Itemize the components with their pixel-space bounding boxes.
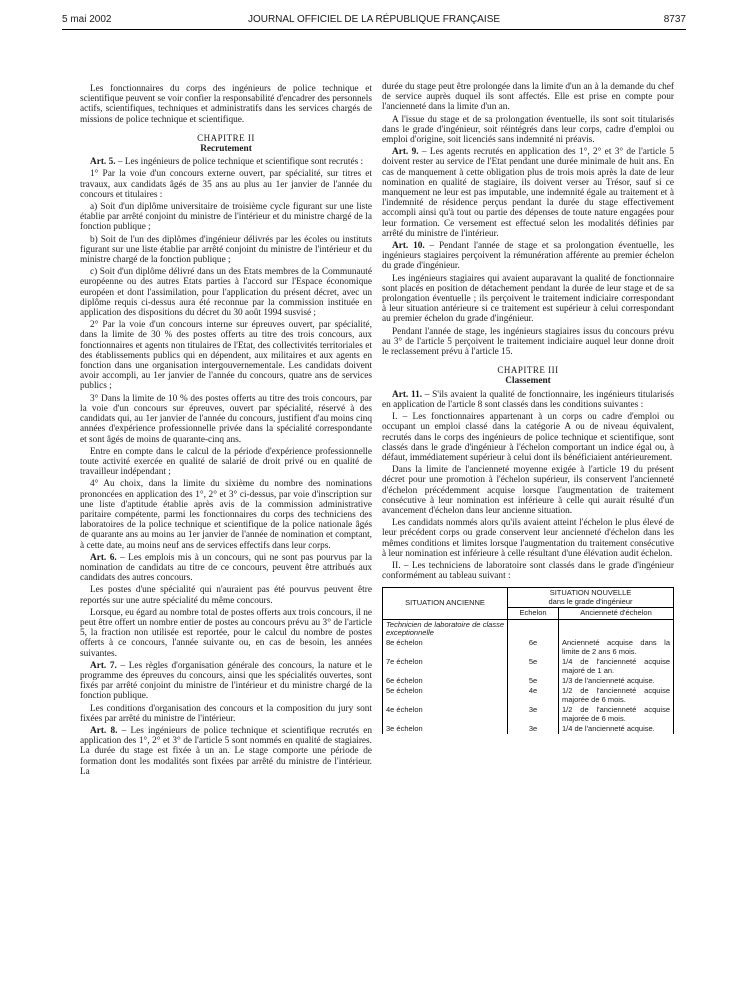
table-row [383,724,674,734]
left-column [80,84,372,779]
article-label: Art. 7. [90,660,117,671]
old-echelon-cell: 5e échelon [383,686,508,705]
new-echelon-cell: 5e [508,676,559,686]
article-label: Art. 6. [90,552,117,563]
paragraph: Les conditions d'organisation des concours et la composition du jury sont fixées par arrêté du ministre de l'intérieur. [80,703,372,724]
paragraph: 2° Par la voie d'un concours interne sur épreuves ouvert, par spécialité, dans la limite de 30 % des postes offerts au titre des trois concours, aux fonctionnaires et agents non titulaires de l'Etat, des collectivités territoriales et des établissements publics qui en dépendent, aux militaires et aux agents en fonction dans une organisation intergouvernementale. Les candidats doivent avoir accompli, au 1er janvier de l'année du concours, quatre ans de services publics ; [80,320,372,392]
section-heading: Classement [505,376,551,387]
paragraph: Lorsque, eu égard au nombre total de postes offerts aux trois concours, il ne peut être offert un nombre entier de postes au concours prévu au 3° de l'article 5, la fraction non utilisée est reportée, pour le calcul du nombre de postes offerts à ce concours, l'année suivante ou, en cas de besoin, les années suivantes. [80,607,373,659]
anciennete-cell: Ancienneté acquise dans la limite de 2 ans 6 mois. [559,638,674,657]
chapter-heading: CHAPITRE II [197,132,255,143]
paragraph: Dans la limite de l'ancienneté moyenne exigée à l'article 19 du présent décret pour une promotion à l'échelon supérieur, ils conservent l'ancienneté d'échelon précédemment acquise lorsque l'augmentation de traitement consécutive à leur nomination est inférieure à celle qui aurait résulté d'un avancement d'échelon dans leur ancienne situation. [382,465,674,516]
paragraph: A l'issue du stage et de sa prolongation éventuelle, ils sont soit titularisés dans le grade d'ingénieur, soit réintégrés dans leur corps, cadre d'emploi ou emploi d'origine, soit licenciés sans indemnité ni préavis. [382,114,674,146]
new-echelon-cell: 6e [508,638,559,657]
table-row [383,638,674,657]
header-rule [62,29,686,30]
old-echelon-cell: 7e échelon [383,657,508,676]
page-header [62,14,686,30]
old-echelon-cell: 8e échelon [383,638,508,657]
paragraph: Les postes d'une spécialité qui n'auraient pas été pourvus peuvent être reportés sur une autre spécialité du même concours. [80,585,372,606]
new-echelon-cell: 3e [508,724,559,734]
header-echelon: Echelon [508,608,559,619]
group-label: Technicien de laboratoire de classe exceptionnelle [383,619,508,638]
anciennete-cell: 1/4 de l'ancienneté acquise. [559,724,674,734]
section-heading: Recrutement [200,144,252,155]
chapter-heading: CHAPITRE III [497,365,559,376]
table-row [383,676,674,686]
paragraph: 3° Dans la limite de 10 % des postes offerts au titre des trois concours, par la voie d'un concours sur épreuves, ouvert par spécialité, réservé à des candidats qui, au 1er janvier de l'année du concours, justifient d'au moins cinq années d'expérience professionnelle privée dans la spécialité correspondante et sont âgés de moins de quarante-cinq ans. [80,393,372,445]
paragraph: Les ingénieurs stagiaires qui avaient auparavant la qualité de fonctionnaire sont placés en position de détachement pendant la durée de leur stage et de sa prolongation éventuelle ; ils perçoivent le traitement indiciaire correspondant à leur situation antérieure si ce traitement est supérieur à celui correspondant au premier échelon du grade d'ingénieur. [382,273,674,325]
article-6: Art. 6. – Les emplois mis à un concours, qui ne sont pas pourvus par la nomination de candidats au titre de ce concours, peuvent être attribués aux candidats des autres concours. [80,552,373,584]
article-label: Art. 8. [90,725,118,736]
paragraph: 1° Par la voie d'un concours externe ouvert, par spécialité, sur titres et travaux, aux candidats âgés de 35 ans au plus au 1er janvier de l'année du concours et titulaires : [80,169,372,200]
article-label: Art. 10. [392,241,425,252]
anciennete-cell: 1/4 de l'ancienneté acquise majoré de 1 an. [559,657,674,676]
article-5: Art. 5. – Les ingénieurs de police technique et scientifique sont recrutés : [90,157,364,168]
paragraph: Les candidats nommés alors qu'ils avaient atteint l'échelon le plus élevé de leur précédent corps ou grade conservent leur ancienneté d'échelon dans les mêmes conditions et limites lorsque l'augmentation du traitement consécutive à leur nomination est inférieure à celle résultant d'une élévation audit échelon. [382,518,674,559]
paragraph: I. – Les fonctionnaires appartenant à un corps ou cadre d'emploi ou occupant un emploi classé dans la catégorie A ou de niveau équivalent, recrutés dans le corps des ingénieurs de police technique et scientifique, sont classés dans le grade d'ingénieur à l'échelon comportant un indice égal ou, à défaut, immédiatement supérieur à celui dont ils bénéficiaient antérieurement. [382,412,674,463]
paragraph: a) Soit d'un diplôme universitaire de troisième cycle figurant sur une liste établie par arrêté conjoint du ministre de l'intérieur et du ministre chargé de la fonction publique ; [80,202,372,233]
anciennete-cell: 1/3 de l'ancienneté acquise. [559,676,674,686]
new-echelon-cell: 4e [508,686,559,705]
paragraph: Entre en compte dans le calcul de la période d'expérience professionnelle toute activité exercée en qualité de salarié de droit privé ou en qualité de travailleur indépendant ; [80,446,372,478]
paragraph: Pendant l'année de stage, les ingénieurs stagiaires issus du concours prévu au 3° de l'article 5 perçoivent le traitement indiciaire auquel leur donne droit le reclassement prévu à l'article 15. [382,326,674,358]
paragraph: II. – Les techniciens de laboratoire sont classés dans le grade d'ingénieur conformément au tableau suivant : [382,560,674,582]
paragraph: durée du stage peut être prolongée dans la limite d'un an à la demande du chef de service auprès duquel ils sont affectés. Elle est prise en compte pour l'ancienneté dans la limite d'un an. [382,82,674,113]
article-11: Art. 11. – S'ils avaient la qualité de fonctionnaire, les ingénieurs titularisés en application de l'article 8 sont classés dans les conditions suivantes : [382,389,674,410]
old-echelon-cell: 3e échelon [383,724,508,734]
table-row [383,705,674,724]
paragraph: c) Soit d'un diplôme délivré dans un des Etats membres de la Communauté européenne ou des autres Etats parties à l'accord sur l'Espace économique européen et dont l'assimilation, pour l'application du présent décret, avec un diplôme requis ci-dessus aura été reconnue par la commission instituée en application des dispositions du décret du 30 août 1994 susvisé ; [80,267,372,319]
right-column [382,82,674,734]
article-9: Art. 9. – Les agents recrutés en application des 1°, 2° et 3° de l'article 5 doivent rester au service de l'Etat pendant une durée minimale de huit ans. En cas de manquement à cette obligation plus de trois mois après la date de leur nomination en qualité de stagiaire, ils doivent verser au Trésor, sauf si ce manquement ne leur est pas imputable, une indemnité égale au traitement et à l'indemnité de résidence perçus pendant la durée du stage effectivement accompli ainsi qu'à tout ou partie des dépenses de toute nature engagées pour leur formation. Ce versement est effectué selon les modalités définies par arrêté du ministre de l'intérieur. [382,147,675,239]
paragraph: b) Soit de l'un des diplômes d'ingénieur délivrés par les écoles ou instituts figurant sur une liste établie par arrêté conjoint du ministre de l'intérieur et du ministre chargé de la fonction publique ; [80,234,372,266]
paragraph: Les fonctionnaires du corps des ingénieurs de police technique et scientifique peuvent se voir confier la responsabilité d'encadrer des personnels actifs, scientifiques, techniques et administratifs dans les services chargés de missions de police technique et scientifique. [80,84,372,125]
article-8: Art. 8. – Les ingénieurs de police technique et scientifique recrutés en application des 1°, 2° et 3° de l'article 5 sont nommés en qualité de stagiaires. La durée du stage est fixée à un an. Le stage comporte une période de formation dont les modalités sont fixées par arrêté du ministre de l'intérieur. La [80,725,372,777]
article-label: Art. 5. [90,157,116,168]
header-old-situation: SITUATION ANCIENNE [383,588,508,619]
anciennete-cell: 1/2 de l'ancienneté acquise majorée de 6 mois. [559,686,674,705]
paragraph: 4° Au choix, dans la limite du sixième du nombre des nominations prononcées en application des 1°, 2° et 3° ci-dessus, par voie d'inscription sur une liste d'aptitude établie après avis de la commission administrative paritaire compétente, parmi les fonctionnaires du corps des techniciens des laboratoires de la police technique et scientifique de la police nationale âgés de quarante ans au moins au 1er janvier de l'année de nomination et comptant, à cette date, au moins neuf ans de services effectifs dans leur corps. [80,479,372,551]
old-echelon-cell: 6e échelon [383,676,508,686]
article-10: Art. 10. – Pendant l'année de stage et sa prolongation éventuelle, les ingénieurs stagiaires perçoivent la rémunération afférente au premier échelon du grade d'ingénieur. [382,241,674,272]
issue-date: 5 mai 2002 [62,14,112,25]
new-echelon-cell: 5e [508,657,559,676]
header-anciennete: Ancienneté d'échelon [559,608,674,619]
new-echelon-cell: 3e [508,705,559,724]
classification-table [382,587,674,734]
article-7: Art. 7. – Les règles d'organisation générale des concours, la nature et le programme des épreuves du concours, ainsi que les spécialités ouvertes, sont fixés par arrêté conjoint du ministre de l'intérieur et du ministre chargé de la fonction publique. [80,660,372,702]
old-echelon-cell: 4e échelon [383,705,508,724]
article-label: Art. 11. [392,389,423,400]
journal-title: JOURNAL OFFICIEL DE LA RÉPUBLIQUE FRANÇAISE [247,14,501,25]
anciennete-cell: 1/2 de l'ancienneté acquise majorée de 6 mois. [559,705,674,724]
table-row [383,657,674,676]
article-label: Art. 9. [392,147,419,158]
header-new-situation: SITUATION NOUVELLE dans le grade d'ingénieur [508,588,674,608]
table-row [383,686,674,705]
page-number: 8737 [663,14,686,25]
